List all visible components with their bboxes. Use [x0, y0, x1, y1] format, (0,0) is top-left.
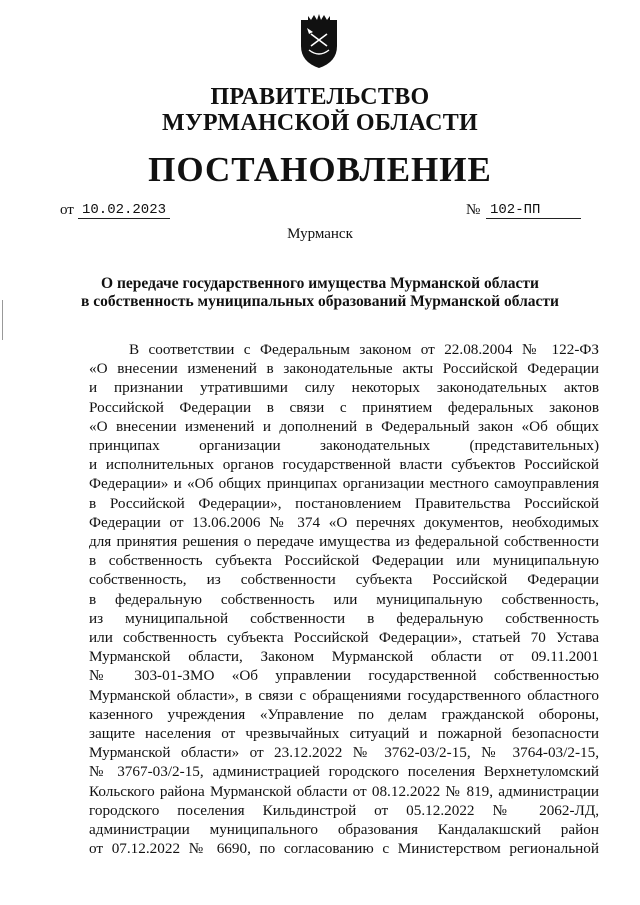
body-line: Федерации от 13.06.2006 № 374 «О перечнях документов, необходимых [89, 513, 599, 531]
body-line: из муниципальной собственности в федеральную собственность [89, 609, 599, 627]
body-line: Мурманской области, Законом Мурманской области от 09.11.2001 [89, 648, 599, 666]
body-line: городского поселения Кильдинстрой от 05.12.2022 № 2062-ЛД, [89, 801, 599, 819]
number-prefix: № [466, 202, 481, 218]
document-type-heading: ПОСТАНОВЛЕНИЕ [148, 150, 492, 189]
document-number: 102-ПП [486, 202, 581, 219]
body-line: для принятия решения о передаче имущества из федеральной собственности [89, 533, 599, 551]
body-line: «О внесении изменений и дополнений в Федеральный закон «Об общих [89, 417, 599, 435]
body-line: № 303-01-ЗМО «Об управлении государственной собственностью [89, 667, 599, 685]
body-line: собственность, из собственности субъекта Российской Федерации [89, 571, 599, 589]
body-line: в федеральную собственность или муниципальную собственность, [89, 590, 599, 608]
body-line: принципах организации законодательных (представительных) [89, 437, 599, 455]
margin-mark [2, 300, 3, 340]
coat-of-arms-emblem [297, 12, 341, 70]
document-title [80, 275, 560, 311]
document-title-line1: О передаче государственного имущества Мурманской области [101, 275, 539, 292]
body-line: в Российской Федерации», постановлением Правительства Российской [89, 494, 599, 512]
body-line: Кольского района Мурманской области от 08.12.2022 № 819, администрации [89, 782, 599, 800]
city-name: Мурманск [287, 226, 353, 242]
government-title-line1: ПРАВИТЕЛЬСТВО [210, 84, 430, 110]
body-line: и исполнительных органов государственной власти субъектов Российской [89, 456, 599, 474]
body-line: Мурманской области» от 23.12.2022 № 3762-03/2-15, № 3764-03/2-15, [89, 744, 599, 762]
body-line: в собственность субъекта Российской Федерации или муниципальную [89, 552, 599, 570]
body-line: № 3767-03/2-15, администрацией городского поселения Верхнетуломский [89, 763, 599, 781]
document-date: 10.02.2023 [78, 202, 170, 219]
body-line: Мурманской области», в связи с обращениями государственного областного [89, 686, 599, 704]
document-body [89, 340, 599, 858]
body-line: от 07.12.2022 № 6690, по согласованию с Министерством региональной [89, 840, 599, 858]
body-line: или собственность субъекта Российской Федерации», статьей 70 Устава [89, 629, 599, 647]
body-line: администрации муниципального образования Кандалакшский район [89, 821, 599, 839]
body-line: Российской Федерации в связи с принятием федеральных законов [89, 398, 599, 416]
body-line: «О внесении изменений в законодательные акты Российской Федерации [89, 360, 599, 378]
body-line: защите населения от чрезвычайных ситуаций и пожарной безопасности [89, 725, 599, 743]
body-line: казенного учреждения «Управление по делам гражданской обороны, [89, 705, 599, 723]
government-title-line2: МУРМАНСКОЙ ОБЛАСТИ [162, 110, 478, 136]
document-title-line2: в собственность муниципальных образований Мурманской области [81, 293, 559, 310]
body-line: Федерации» и «Об общих принципах организации местного самоуправления [89, 475, 599, 493]
body-line: В соответствии с Федеральным законом от 22.08.2004 № 122-ФЗ [129, 341, 599, 358]
body-line: и признании утратившими силу некоторых законодательных актов [89, 379, 599, 397]
date-prefix: от [60, 202, 74, 218]
